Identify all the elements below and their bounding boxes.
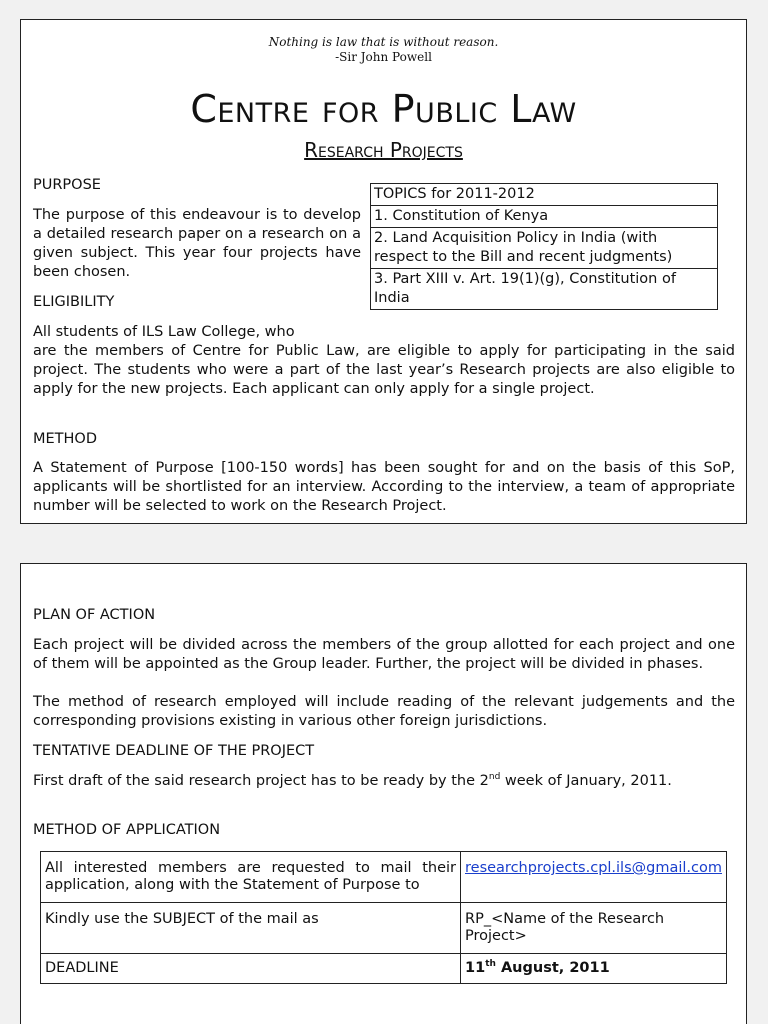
plan-text-2: The method of research employed will include reading of the relevant judgements and the corresponding provisions existing in various other foreign jurisdictions. (33, 694, 735, 729)
deadline-text-post: week of January, 2011. (500, 773, 672, 789)
page-title: Centre for Public Law (190, 87, 577, 131)
deadline-label: DEADLINE (41, 954, 461, 984)
method-text: A Statement of Purpose [100-150 words] has been sought for and on the basis of this SoP, applicants will be shortlisted for an interview. According to the interview, a team of appropriate number will be selected to work on the Research Project. (33, 460, 735, 514)
subject-format: RP_<Name of the Research Project> (461, 903, 727, 954)
epigraph-author: -Sir John Powell (335, 50, 432, 64)
epigraph-quote: Nothing is law that is without reason. (268, 35, 499, 49)
document-page-1 (20, 19, 747, 524)
deadline-month-year: August, 2011 (495, 960, 610, 976)
deadline-value (461, 954, 727, 984)
document-page-2 (20, 563, 747, 1024)
deadline-day-sup: th (485, 959, 496, 970)
epigraph (21, 35, 746, 65)
page-subtitle: Research Projects (304, 138, 463, 162)
deadline-text-pre: First draft of the said research project has to be ready by the 2 (33, 773, 489, 789)
purpose-text: The purpose of this endeavour is to develop a detailed research paper on a research on a given subject. This year four projects have been chosen. (33, 207, 361, 280)
deadline-day: 11 (465, 960, 486, 976)
deadline-text-sup: nd (488, 772, 501, 783)
topic-item: 3. Part XIII v. Art. 19(1)(g), Constitution of India (371, 269, 718, 310)
eligibility-heading: ELIGIBILITY (33, 294, 115, 310)
deadline-text (33, 772, 735, 791)
application-instruction: All interested members are requested to mail their application, along with the Statement of Purpose to (41, 852, 461, 903)
application-heading: METHOD OF APPLICATION (33, 822, 221, 838)
purpose-heading: PURPOSE (33, 177, 101, 193)
plan-heading: PLAN OF ACTION (33, 607, 156, 623)
deadline-heading: TENTATIVE DEADLINE OF THE PROJECT (33, 743, 315, 759)
table-row (41, 903, 727, 954)
topic-item: 2. Land Acquisition Policy in India (with respect to the Bill and recent judgments) (371, 228, 718, 269)
topics-header: TOPICS for 2011-2012 (371, 184, 718, 206)
method-heading: METHOD (33, 431, 98, 447)
application-email-cell (461, 852, 727, 903)
table-row (41, 852, 727, 903)
table-row (41, 954, 727, 984)
eligibility-text-start: All students of ILS Law College, who (33, 324, 295, 340)
plan-text-1: Each project will be divided across the members of the group allotted for each project and one of them will be appointed as the Group leader. Further, the project will be divided in phases. (33, 637, 735, 672)
application-table (40, 851, 727, 984)
email-link[interactable]: researchprojects.cpl.ils@gmail.com (465, 860, 722, 876)
eligibility-text: are the members of Centre for Public Law, are eligible to apply for participating in the said project. The students who were a part of the last year’s Research projects are also eligible to apply for the new projects. Each applicant can only apply for a single project. (33, 343, 735, 397)
topic-item: 1. Constitution of Kenya (371, 206, 718, 228)
topics-table (370, 183, 718, 310)
subject-instruction: Kindly use the SUBJECT of the mail as (41, 903, 461, 954)
